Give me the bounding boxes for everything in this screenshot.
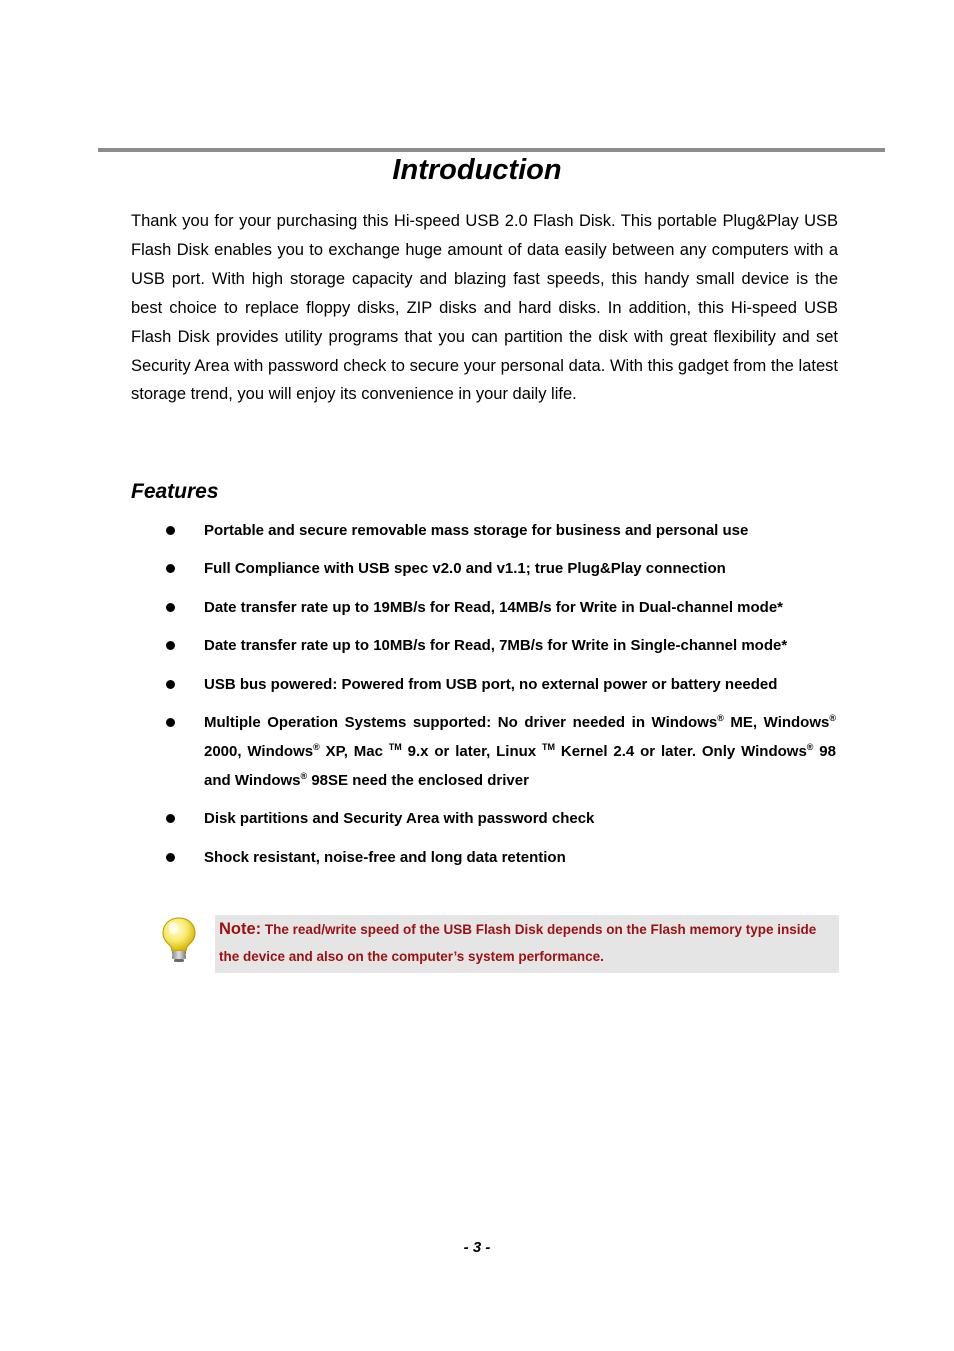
os-text-5: 9.x or later, Linux: [401, 743, 542, 760]
feature-text: Date transfer rate up to 10MB/s for Read, 7MB/s for Write in Single-channel mode*: [204, 637, 788, 654]
bullet-icon: [166, 603, 175, 612]
bullet-icon: [166, 680, 175, 689]
bullet-icon: [166, 526, 175, 535]
os-text-8: 98SE need the enclosed driver: [307, 772, 529, 789]
os-text-1: Multiple Operation Systems supported: No driver needed in Windows: [204, 714, 718, 731]
lightbulb-icon: [160, 916, 198, 964]
feature-text: USB bus powered: Powered from USB port, no external power or battery needed: [204, 676, 778, 693]
feature-text: Portable and secure removable mass storage for business and personal use: [204, 522, 749, 539]
registered-mark: ®: [806, 742, 814, 752]
bullet-icon: [166, 641, 175, 650]
page-number: - 3 -: [463, 1239, 491, 1256]
os-text-7: 98 and Windows: [204, 743, 836, 789]
page-title: Introduction: [392, 154, 562, 186]
feature-text: Shock resistant, noise-free and long data retention: [204, 849, 566, 866]
bullet-icon: [166, 853, 175, 862]
registered-mark: ®: [300, 771, 308, 781]
os-text-2: ME, Windows: [723, 714, 830, 731]
feature-item: [204, 593, 836, 622]
feature-text: Disk partitions and Security Area with password check: [204, 810, 595, 827]
feature-text: Date transfer rate up to 19MB/s for Read, 14MB/s for Write in Dual-channel mode*: [204, 599, 784, 616]
feature-item-os-support: [204, 708, 836, 795]
feature-item: [204, 804, 836, 833]
feature-text: Full Compliance with USB spec v2.0 and v1.1; true Plug&Play connection: [204, 560, 726, 577]
trademark-mark: TM: [388, 742, 402, 752]
intro-paragraph: Thank you for your purchasing this Hi-speed USB 2.0 Flash Disk. This portable Plug&Play USB Flash Disk enables you to exchange huge amount of data easily between any computers with a USB port. With high storage capacity and blazing fast speeds, this handy small device is the best choice to replace floppy disks, ZIP disks and hard disks. In addition, this Hi-speed USB Flash Disk provides utility programs that you can partition the disk with great flexibility and set Security Area with password check to secure your personal data. With this gadget from the latest storage trend, you will enjoy its convenience in your daily life.: [131, 212, 838, 404]
bullet-icon: [166, 564, 175, 573]
note-text: The read/write speed of the USB Flash Disk depends on the Flash memory type inside the device and also on the computer’s system performance.: [219, 922, 817, 964]
bullet-icon: [166, 814, 175, 823]
features-heading: Features: [131, 480, 219, 503]
bullet-icon: [166, 718, 175, 727]
registered-mark: ®: [829, 713, 836, 723]
note-text-block: [219, 916, 829, 970]
os-text-3: 2000, Windows: [204, 743, 314, 760]
os-text-4: XP, Mac: [319, 743, 389, 760]
registered-mark: ®: [717, 713, 724, 723]
feature-item: [204, 554, 836, 583]
feature-item: [204, 670, 836, 699]
registered-mark: ®: [313, 742, 320, 752]
note-box: [215, 915, 839, 973]
feature-item: [204, 843, 836, 872]
note-label: Note:: [219, 920, 262, 938]
feature-item: [204, 631, 836, 660]
feature-item: [204, 516, 836, 545]
os-text-6: Kernel 2.4 or later. Only Windows: [555, 743, 807, 760]
trademark-mark: TM: [542, 742, 555, 752]
